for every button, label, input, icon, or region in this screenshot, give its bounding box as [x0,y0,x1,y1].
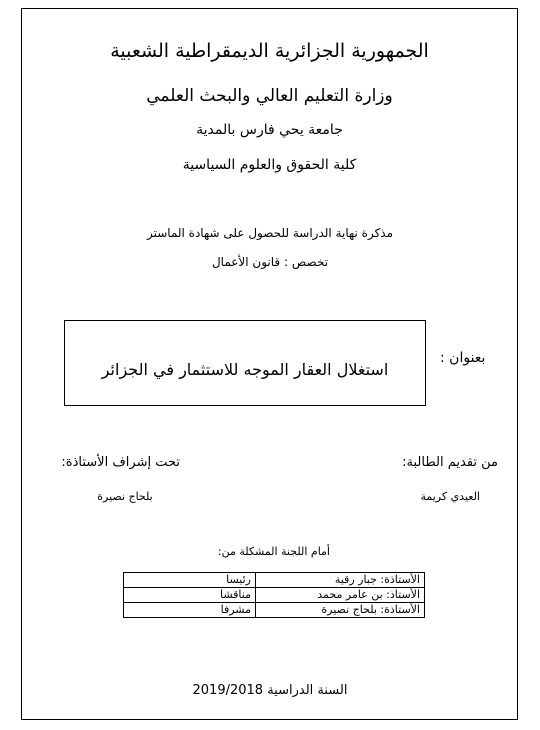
title-label: بعنوان : [440,350,486,366]
table-row [124,588,425,603]
table-row [124,603,425,618]
academic-year: السنة الدراسية 2019/2018 [192,683,348,698]
thesis-specialty: تخصص : قانون الأعمال [211,255,329,269]
jury-member-role: مناقشا [124,588,256,603]
jury-member-role: مشرفا [124,603,256,618]
thesis-purpose: مذكرة نهاية الدراسة للحصول على شهادة الماستر [146,226,394,240]
ministry-heading: وزارة التعليم العالي والبحث العلمي [146,86,393,106]
republic-heading: الجمهورية الجزائرية الديمقراطية الشعبية [110,40,429,62]
jury-label: أمام اللجنة المشكلة من: [217,545,330,558]
jury-table [123,572,425,618]
jury-member-name: الأستاذ: بن عامر محمد [256,588,425,603]
supervisor-name: بلحاج نصيرة [97,490,153,503]
table-row [124,573,425,588]
thesis-title: استغلال العقار الموجه للاستثمار في الجزائر [101,360,389,379]
student-name: العيدي كريمة [420,490,480,503]
faculty-name: كلية الحقوق والعلوم السياسية [182,157,357,173]
supervisor-label: تحت إشراف الأستاذة: [61,455,180,470]
jury-member-role: رئيسا [124,573,256,588]
university-name: جامعة يحي فارس بالمدية [196,122,343,138]
jury-member-name: الأستاذة: بلحاج نصيرة [256,603,425,618]
student-label: من تقديم الطالبة: [402,455,498,470]
jury-member-name: الأستاذة: جبار رقية [256,573,425,588]
